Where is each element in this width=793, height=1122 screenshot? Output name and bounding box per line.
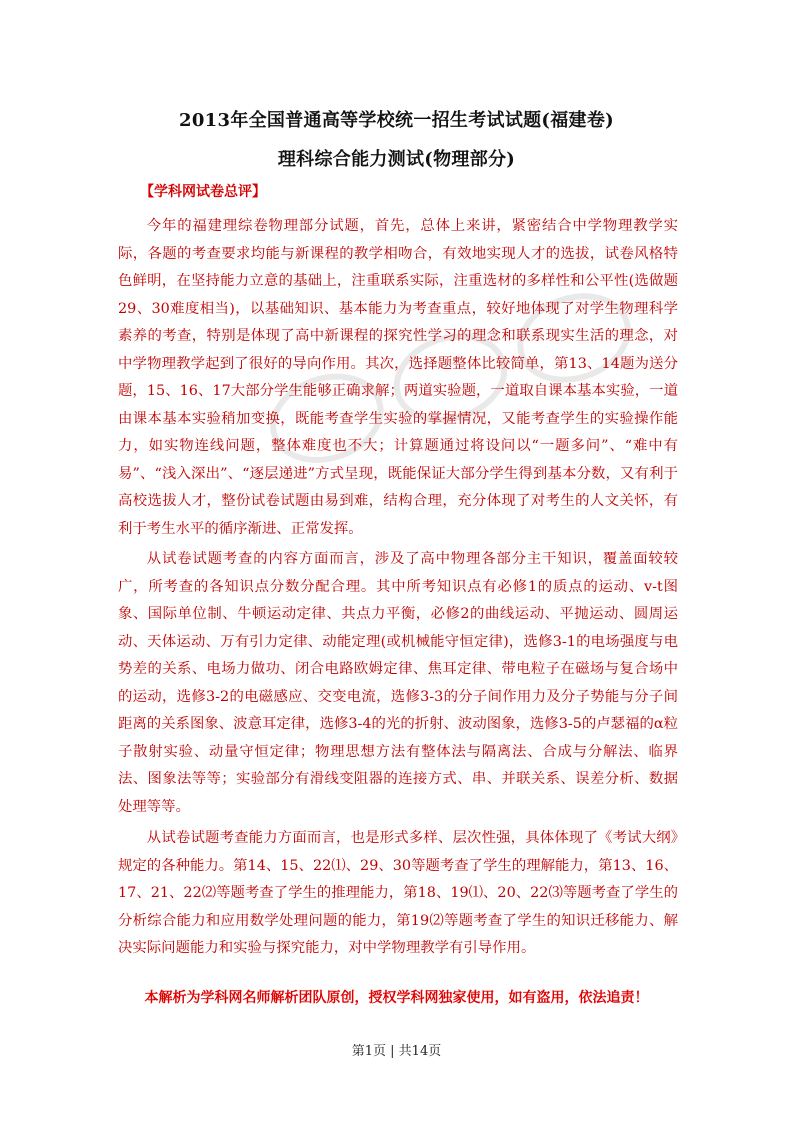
- copyright-notice: 本解析为学科网名师解析团队原创，授权学科网独家使用，如有盗用，依法追责！: [144, 990, 649, 1006]
- paragraph-ability-assessment: 从试卷试题考查能力方面而言，也是形式多样、层次性强，具体体现了《考试大纲》规定的各种能力。第14、15、22⑴、29、30等题考查了学生的理解能力，第13、16、17、21、22⑵等题考查了学生的推理能力，第18、19⑴、20、22⑶等题考查了学生的分析综合能力和应用数学处理问题的能力，第19⑵等题考查了学生的知识迁移能力、解决实际问题能力和实验与探究能力，对中学物理教学有引导作用。: [118, 830, 678, 956]
- section-heading: 【学科网试卷总评】: [140, 184, 266, 200]
- paragraph-content-coverage: 从试卷试题考查的内容方面而言，涉及了高中物理各部分主干知识，覆盖面较较广，所考查的各知识点分数分配合理。其中所考知识点有必修1的质点的运动、v-t图象、国际单位制、牛顿运动定律、共点力平衡，必修2的曲线运动、平抛运动、圆周运动、天体运动、万有引力定律、动能定理(或机械能守恒定律)，选修3-1的电场强度与电势差的关系、电场力做功、闭合电路欧姆定律、焦耳定律、带电粒子在磁场与复合场中的运动，选修3-2的电磁感应、交变电流，选修3-3的分子间作用力及分子势能与分子间距离的关系图象、波意耳定律，选修3-4的光的折射、波动图象，选修3-5的卢瑟福的α粒子散射实验、动量守恒定律；物理思想方法有整体法与隔离法、合成与分解法、临界法、图象法等等；实验部分有滑线变阻器的连接方式、串、并联关系、误差分析、数据处理等等。: [118, 551, 678, 815]
- document-title: 2013年全国普通高等学校统一招生考试试题(福建卷): [179, 110, 614, 131]
- paragraph-overview: 今年的福建理综卷物理部分试题，首先，总体上来讲，紧密结合中学物理教学实际，各题的考查要求均能与新课程的教学相吻合，有效地实现人才的选拔，试卷风格特色鲜明，在坚持能力立意的基础上，注重联系实际，注重选材的多样性和公平性(选做题29、30难度相当)，以基础知识、基本能力为考查重点，较好地体现了对学生物理科学素养的考查，特别是体现了高中新课程的探究性学习的理念和联系现实生活的理念，对中学物理教学起到了很好的导向作用。其次，选择题整体比较简单，第13、14题为送分题，15、16、17大部分学生能够正确求解；两道实验题，一道取自课本基本实验，一道由课本基本实验稍加变换，既能考查学生实验的掌握情况，又能考查学生的实验操作能力，如实物连线问题，整体难度也不大；计算题通过将设问以“一题多问”、“难中有易”、“浅入深出”、“逐层递进”方式呈现，既能保证大部分学生得到基本分数，又有利于高校选拔人才，整份试卷试题由易到难，结构合理，充分体现了对考生的人文关怀，有利于考生水平的循序渐进、正常发挥。: [118, 218, 678, 537]
- page-footer: 第1页 | 共14页: [351, 1044, 442, 1059]
- document-subtitle: 理科综合能力测试(物理部分): [277, 149, 516, 170]
